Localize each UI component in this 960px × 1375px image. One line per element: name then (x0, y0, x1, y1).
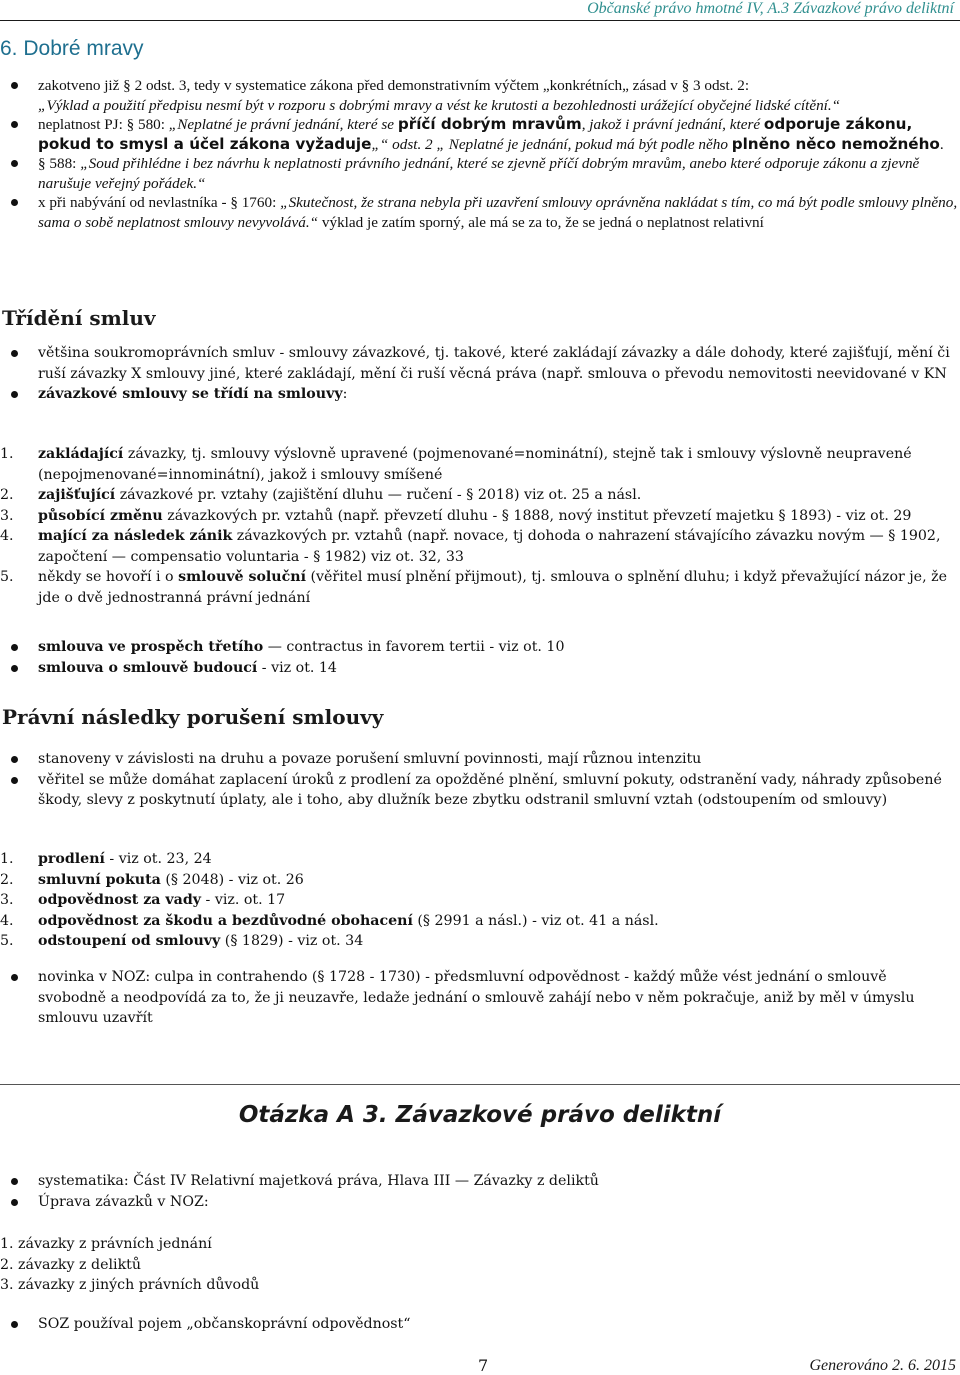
otazka-numbered-list (0, 1234, 958, 1296)
item-number: 5. (0, 569, 14, 585)
nasledky-extra-list (0, 967, 958, 1029)
item-number: 3. (0, 892, 14, 908)
item-number: 3. (0, 507, 14, 524)
list-item (0, 1171, 958, 1192)
list-item (0, 567, 958, 608)
divider-rule (0, 1084, 960, 1085)
item-number: 4. (0, 912, 14, 929)
bullet-quote: „Neplatné je právní jednání, které se (168, 116, 398, 133)
bullet-text: novinka v NOZ: culpa in contrahendo (§ 1728 - 1730) - předsmluvní odpovědnost - každý může vést jednání o smlouvě svobodně a neodpovídá za to, že ji neuzavře, ledaže jednání o smlouvě zahájí nebo v něm pokračuje, aniž by měl v úmyslu smlouvu uzavřít (38, 969, 915, 1026)
list-item (0, 870, 958, 891)
bold-term: zajišťující (38, 487, 116, 503)
item-text: (§ 1829) - viz ot. 34 (220, 933, 364, 949)
bold-term: odporuje zákonu, pokud to smysl a účel zákona vyžaduje (38, 115, 913, 153)
item-text: závazkových pr. vztahů (např. novace, tj dohoda o nahrazení stávajícího závazku novým — § 1902, započtení — compensatio voluntaria - § 1982) viz ot. 32, 33 (38, 528, 941, 565)
bullet-text: — contractus in favorem tertii - viz ot. 10 (263, 639, 565, 655)
running-header: Občanské právo hmotné IV, A.3 Závazkové právo deliktní (587, 0, 954, 17)
bold-term: smlouvě soluční (178, 569, 306, 585)
bullet-text: věřitel se může domáhat zaplacení úroků z prodlení za opožděné plnění, smluvní pokuty, odstranění vady, náhrady způsobené škody, slevy z poskytnutí úplaty, ale i toho, aby dlužník beze zbytku odstranil smluvní vztah (odstoupením od smlouvy) (38, 771, 942, 808)
bullet-quote: „Soud přihlédne i bez návrhu k neplatnosti právního jednání, které se zjevně příčí dobrým mravům, anebo které odporuje zákonu a zjevně narušuje veřejný pořádek.“ (38, 155, 920, 192)
bullet-quote: , jakož i právní jednání, které (581, 116, 764, 133)
bullet-text: : (342, 386, 348, 402)
list-item: 2. závazky z deliktů (0, 1256, 142, 1273)
list-item (0, 76, 958, 115)
list-item (0, 115, 958, 154)
section-heading-nasledky: Právní následky porušení smlouvy (2, 705, 384, 729)
nasledky-list (0, 749, 958, 811)
item-number: 2. (0, 871, 14, 888)
generated-date: Generováno 2. 6. 2015 (809, 1357, 956, 1374)
bullet-text: stanoveny v závislosti na druhu a povaze porušení smluvní povinnosti, mají různou intenzitu (38, 751, 702, 767)
bullet-quote: „“ odst. 2 „ Neplatné je jednání, pokud má být podle něho (371, 135, 732, 153)
trideni-numbered-list (0, 444, 958, 608)
bullet-quote: „Výklad a použití předpisu nesmí být v rozporu s dobrými mravy a vést ke krutosti a bezohlednosti urážející obyčejné lidské cítění.“ (38, 96, 841, 114)
bold-term: odstoupení od smlouvy (38, 933, 221, 949)
section-heading-dobre-mravy: 6. Dobré mravy (0, 37, 144, 60)
item-number: 1. (0, 851, 14, 867)
list-item (0, 967, 958, 1029)
section-heading-trideni: Třídění smluv (2, 306, 156, 330)
bullet-quote: „Skutečnost, že strana nebyla při uzavření smlouvy oprávněna nakládat s tím, co má být podle smlouvy plněno, sama o sobě neplatnost smlouvy nevyvolává.“ (38, 194, 958, 231)
bullet-text: SOZ používal pojem „občanskoprávní odpovědnost“ (38, 1316, 411, 1332)
bold-term: plněno něco nemožného (731, 134, 940, 153)
bullet-text: x při nabývání od nevlastníka - § 1760: (38, 194, 281, 211)
bold-term: odpovědnost za vady (38, 892, 202, 908)
list-item (0, 749, 958, 770)
page-number: 7 (478, 1356, 489, 1375)
bullet-text: . (939, 135, 944, 153)
list-item (0, 1192, 958, 1213)
list-item (0, 637, 958, 658)
list-item (0, 770, 958, 811)
bold-term: mající za následek zánik (38, 528, 233, 544)
bullet-text: Úprava závazků v NOZ: (38, 1193, 209, 1210)
item-text: někdy se hovoří i o (38, 569, 179, 585)
otazka-list (0, 1171, 958, 1212)
item-text: - viz ot. 23, 24 (104, 851, 212, 867)
item-text: závazkových pr. vztahů (např. převzetí dluhu - § 1888, nový institut převzetí majetku § 1893) - viz ot. 29 (162, 507, 912, 524)
bullet-text: § 588: (38, 155, 81, 172)
list-item (0, 506, 958, 527)
item-number: 2. (0, 487, 14, 503)
trideni-extra-list (0, 637, 958, 678)
question-heading: Otázka A 3. Závazkové právo deliktní (238, 1102, 722, 1128)
bullet-text: neplatnost PJ: § 580: (38, 116, 169, 133)
header-rule (0, 20, 960, 21)
item-text: (§ 2991 a násl.) - viz ot. 41 a násl. (412, 912, 659, 929)
list-item (0, 1314, 958, 1335)
item-number: 5. (0, 933, 14, 949)
bold-term: příčí dobrým mravům (397, 115, 582, 133)
list-item (0, 384, 958, 405)
item-text: závazkové pr. vztahy (zajištění dluhu — ručení - § 2018) viz ot. 25 a násl. (115, 487, 642, 503)
otazka-extra-list (0, 1314, 958, 1335)
list-item: 3. závazky z jiných právních důvodů (0, 1277, 260, 1293)
list-item (0, 343, 958, 384)
item-text: - viz. ot. 17 (201, 892, 286, 908)
list-item (0, 444, 958, 485)
trideni-list (0, 343, 958, 405)
bullet-text: zakotveno již § 2 odst. 3, tedy v systematice zákona před demonstrativním výčtem „konkrétních„ zásad v § 3 odst. 2: (38, 77, 750, 94)
list-item (0, 485, 958, 506)
list-item (0, 154, 958, 193)
bullet-text: výklad je zatím sporný, ale má se za to, že se jedná o (318, 213, 648, 231)
item-number: 1. (0, 446, 14, 462)
bullet-text: většina soukromoprávních smluv - smlouvy závazkové, tj. takové, které zakládají závazky a dále dohody, které zajišťují, mění či ruší závazky X smlouvy jiné, které zakládají, mění či ruší věcná práva (např. smlouva o převodu nemovitosti neevidované v KN (38, 345, 950, 382)
list-item (0, 658, 958, 679)
bold-term: neplatnost relativní (647, 213, 764, 231)
list-item (0, 849, 958, 870)
list-item: 1. závazky z právních jednání (0, 1236, 212, 1252)
list-item (0, 526, 958, 567)
item-number: 4. (0, 528, 14, 544)
bold-term: závazkové smlouvy se třídí na smlouvy (38, 386, 343, 402)
bold-term: smlouva o smlouvě budoucí (38, 659, 258, 676)
item-text: závazky, tj. smlouvy výslovně upravené (pojmenované=nominátní), stejně tak i smlouvy výslovně neupravené (nepojmenované=innominátní), jakož i smlouvy smíšené (38, 446, 912, 483)
bold-term: působící změnu (38, 507, 163, 524)
bold-term: zakládající (38, 446, 124, 462)
bullet-text: - viz ot. 14 (257, 659, 337, 676)
bold-term: prodlení (38, 851, 105, 867)
bold-term: odpovědnost za škodu a bezdůvodné obohacení (38, 912, 413, 929)
bold-term: smluvní pokuta (38, 871, 161, 888)
dobre-mravy-list (0, 76, 958, 232)
item-text: (věřitel musí plnění přijmout), tj. smlouva o splnění dluhu; i když převažující názor je, že jde o dvě jednostranná právní jednání (38, 569, 947, 606)
bold-term: smlouva ve prospěch třetího (38, 639, 264, 655)
list-item (0, 911, 958, 932)
list-item (0, 890, 958, 911)
list-item (0, 931, 958, 952)
nasledky-numbered-list (0, 849, 958, 952)
bullet-text: systematika: Část IV Relativní majetková práva, Hlava III — Závazky z deliktů (38, 1173, 599, 1189)
list-item (0, 193, 958, 232)
item-text: (§ 2048) - viz ot. 26 (160, 871, 304, 888)
